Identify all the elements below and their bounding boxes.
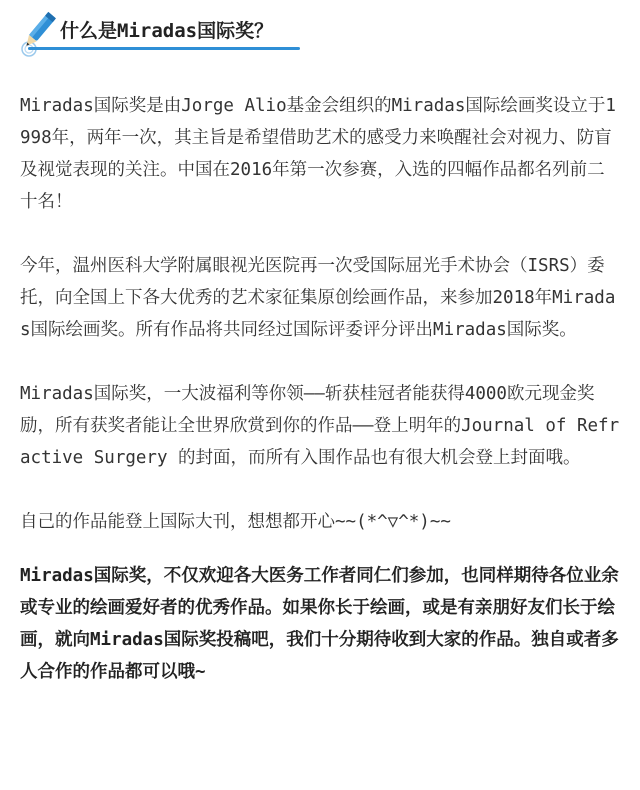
paragraph-invitation: Miradas国际奖，不仅欢迎各大医务工作者同仁们参加，也同样期待各位业余或专业的绘画爱好者的优秀作品。如果你长于绘画，或是有亲朋好友们长于绘画，就向Miradas国际奖投稿吧，我们十分期待收到大家的作品。独自或者多人合作的作品都可以哦~ bbox=[20, 566, 619, 682]
section-header bbox=[18, 8, 300, 58]
paragraph-call-for-works: 今年，温州医科大学附属眼视光医院再一次受国际屈光手术协会（ISRS）委托，向全国上下各大优秀的艺术家征集原创绘画作品，来参加2018年Miradas国际绘画奖。所有作品将共同经过国际评委评分评出Miradas国际奖。 bbox=[20, 256, 616, 340]
pencil-icon bbox=[18, 8, 60, 58]
paragraph-intro: Miradas国际奖是由Jorge Alio基金会组织的Miradas国际绘画奖设立于1998年，两年一次，其主旨是希望借助艺术的感受力来唤醒社会对视力、防盲及视觉表现的关注。中国在2016年第一次参赛，入选的四幅作品都名列前二十名！ bbox=[20, 96, 616, 212]
section-title: 什么是Miradas国际奖？ bbox=[60, 20, 274, 42]
paragraph-rewards: Miradas国际奖，一大波福利等你领——斩获桂冠者能获得4000欧元现金奖励，所有获奖者能让全世界欣赏到你的作品——登上明年的Journal of Refractive Surgery 的封面，而所有入围作品也有很大机会登上封面哦。 bbox=[20, 384, 620, 468]
paragraph-excitement: 自己的作品能登上国际大刊，想想都开心~~(*^▽^*)~~ bbox=[20, 512, 451, 532]
title-underline bbox=[28, 47, 300, 50]
article-body bbox=[20, 90, 620, 688]
